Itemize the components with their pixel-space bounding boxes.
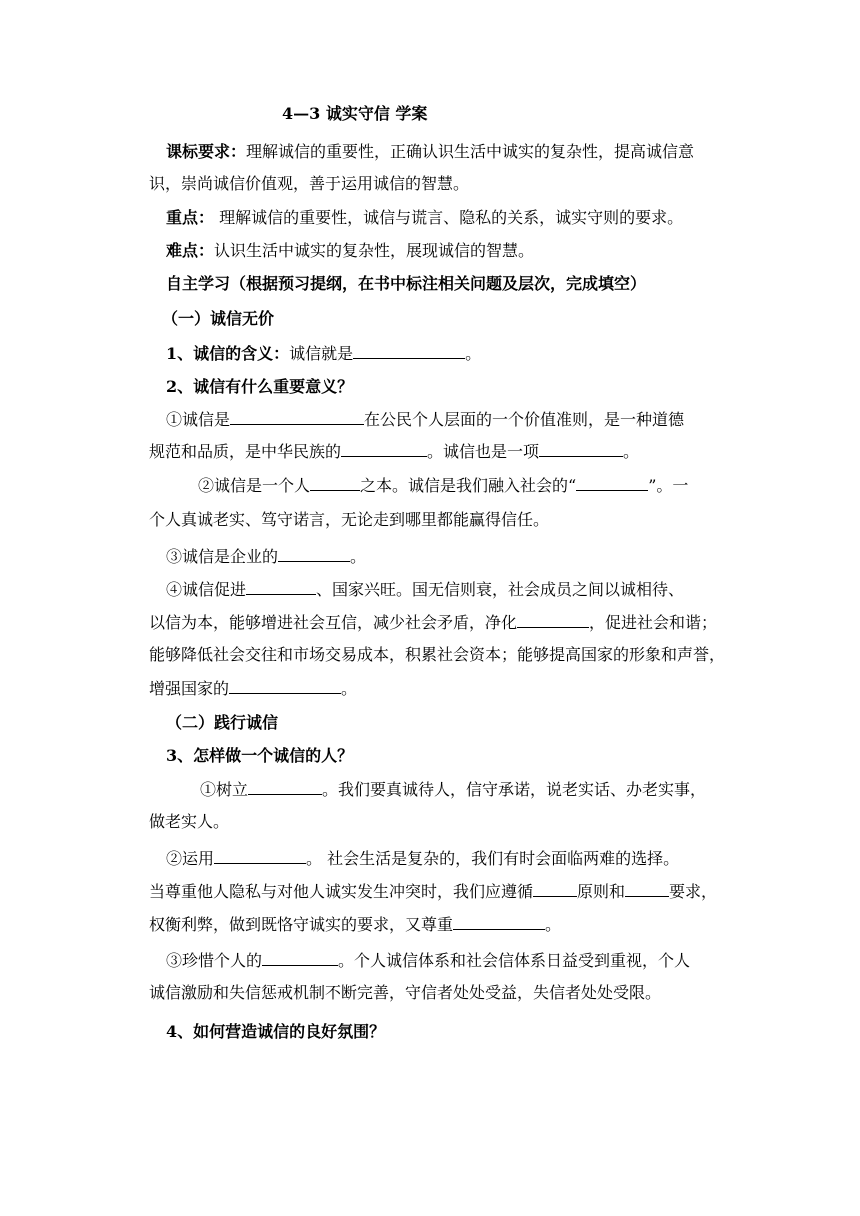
point-4-text-a: ④诚信促进 [166,580,247,599]
question-1-end: 。 [465,344,482,363]
rule-1-text-a: ①树立 [200,780,249,799]
question-2: 2、诚信有什么重要意义？ [166,377,354,396]
point-1-text-a: ①诚信是 [166,410,231,429]
rule-2-line-1 [166,848,679,869]
point-1-text-e: 。 [623,442,640,461]
blank-7[interactable] [278,546,350,562]
point-4-text-b: 、国家兴旺。国无信则衰，社会成员之间以诚相待、 [316,580,685,599]
curriculum-text-1: 理解诚信的重要性，正确认识生活中诚实的复杂性，提高诚信意 [246,142,695,161]
point-3-line [166,546,366,567]
rule-2-text-a: ②运用 [166,849,215,868]
point-4-line-1 [166,579,684,600]
blank-6[interactable] [576,475,648,491]
point-1-line-2 [149,441,639,462]
question-1-text: 诚信就是 [289,344,354,363]
rule-3-text-a: ③珍惜个人的 [166,951,263,970]
blank-1[interactable] [353,343,465,359]
rule-2-text-f: 权衡利弊，做到既恪守诚实的要求，又尊重 [149,915,454,934]
point-3-text-a: ③诚信是企业的 [166,547,279,566]
rule-3-line-1 [166,950,690,971]
rule-2-text-g: 。 [545,915,562,934]
rule-2-text-e: 要求， [669,882,718,901]
point-4-text-d: ，促进社会和谐； [589,613,718,632]
point-4-text-c: 以信为本，能够增进社会互信，减少社会矛盾，净化 [149,613,518,632]
difficulty-text: 认识生活中诚实的复杂性，展现诚信的智慧。 [214,241,535,260]
curriculum-requirement-line-1 [166,142,694,162]
point-2-line-1 [198,475,688,496]
question-4: 4、如何营造诚信的良好氛围？ [166,1022,386,1041]
blank-13[interactable] [533,881,577,897]
rule-3-text-b: 。个人诚信体系和社会信体系日益受到重视，个人 [338,951,691,970]
page-title: 4—3 诚实守信 学案 [282,104,428,123]
point-3-text-b: 。 [350,547,367,566]
blank-8[interactable] [246,579,316,595]
curriculum-requirement-line-2: 识，崇尚诚信价值观，善于运用诚信的智慧。 [149,174,470,193]
rule-1-text-b: 。我们要真诚待人，信守承诺，说老实话、办老实事， [322,780,707,799]
blank-16[interactable] [262,950,338,966]
blank-15[interactable] [453,914,545,930]
difficulty-label: 难点： [166,241,215,260]
key-point-text: 理解诚信的重要性，诚信与谎言、隐私的关系，诚实守则的要求。 [214,208,684,227]
blank-4[interactable] [539,441,623,457]
blank-9[interactable] [517,612,589,628]
point-2-text-a: ②诚信是一个人 [198,476,311,495]
blank-11[interactable] [248,779,322,795]
question-1-label: 1、诚信的含义： [166,344,290,363]
point-4-line-4 [149,678,357,699]
question-1 [166,343,481,364]
rule-2-line-2 [149,881,717,902]
blank-14[interactable] [625,881,669,897]
rule-2-line-3 [149,914,561,935]
blank-3[interactable] [341,441,427,457]
blank-12[interactable] [214,848,306,864]
point-2-line-2: 个人真诚老实、笃守诺言，无论走到哪里都能赢得信任。 [149,510,550,529]
point-1-text-d: 。诚信也是一项 [427,442,540,461]
point-1-text-c: 规范和品质，是中华民族的 [149,442,342,461]
blank-2[interactable] [230,409,364,425]
key-point-line [166,208,683,228]
section-one-heading: （一）诚信无价 [162,309,275,328]
rule-2-text-c: 当尊重他人隐私与对他人诚实发生冲突时，我们应遵循 [149,882,534,901]
rule-2-text-b: 。 社会生活是复杂的，我们有时会面临两难的选择。 [306,849,680,868]
question-3: 3、怎样做一个诚信的人？ [166,746,354,765]
self-study-heading: 自主学习（根据预习提纲，在书中标注相关问题及层次，完成填空） [166,274,647,293]
point-4-line-2 [149,612,717,633]
difficulty-line [166,241,534,261]
curriculum-label: 课标要求： [166,142,247,161]
rule-2-text-d: 原则和 [577,882,626,901]
point-2-text-b: 之本。诚信是我们融入社会的“ [360,476,577,495]
point-2-text-c: ”。一 [648,476,689,495]
point-4-text-g: 。 [341,679,358,698]
rule-1-line-1 [200,779,706,800]
blank-5[interactable] [310,475,360,491]
rule-3-line-2: 诚信激励和失信惩戒机制不断完善，守信者处处受益，失信者处处受限。 [149,983,662,1002]
section-two-heading: （二）践行诚信 [166,713,279,732]
point-1-text-b: 在公民个人层面的一个价值准则，是一种道德 [364,410,685,429]
point-4-text-f: 增强国家的 [149,679,230,698]
key-point-label: 重点： [166,208,215,227]
point-1-line-1 [166,409,684,430]
point-4-line-3: 能够降低社会交往和市场交易成本，积累社会资本；能够提高国家的形象和声誉， [149,645,726,664]
rule-1-line-2: 做老实人。 [149,812,230,831]
blank-10[interactable] [229,678,341,694]
